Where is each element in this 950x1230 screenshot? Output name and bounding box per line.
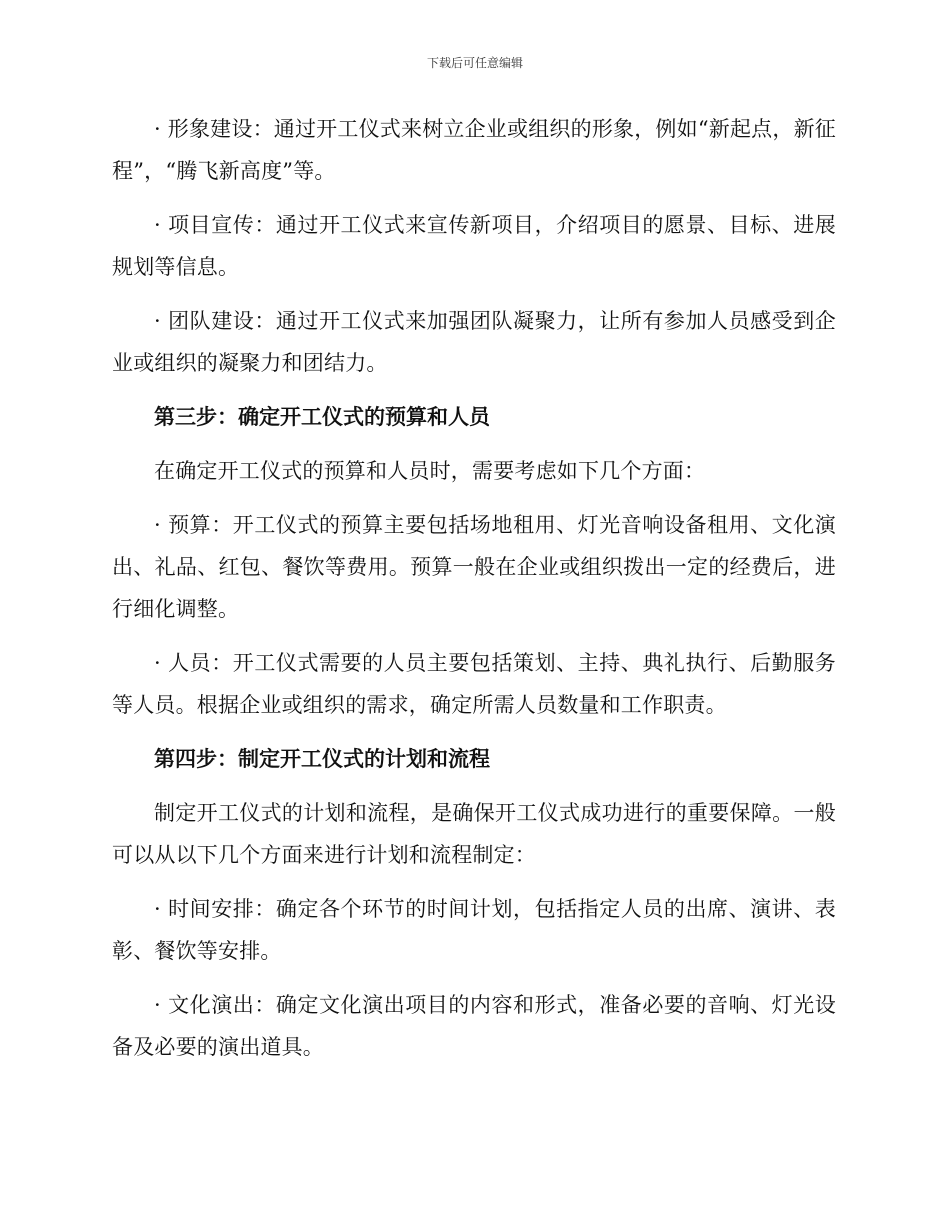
heading-step-four: 第四步：制定开工仪式的计划和流程 <box>154 747 490 771</box>
paragraph-cultural-performance: · 文化演出：确定文化演出项目的内容和形式，准备必要的音响、灯光设备及必要的演出道具。 <box>112 993 836 1059</box>
paragraph-project-promotion: · 项目宣传：通过开工仪式来宣传新项目，介绍项目的愿景、目标、进展规划等信息。 <box>112 213 836 279</box>
document-body <box>112 108 836 1080</box>
paragraph-plan-intro: 制定开工仪式的计划和流程，是确保开工仪式成功进行的重要保障。一般可以从以下几个方面来进行计划和流程制定： <box>112 801 836 867</box>
paragraph-image-building: · 形象建设：通过开工仪式来树立企业或组织的形象，例如“新起点，新征程”，“腾飞新高度”等。 <box>112 117 836 183</box>
paragraph-team-building: · 团队建设：通过开工仪式来加强团队凝聚力，让所有参加人员感受到企业或组织的凝聚力和团结力。 <box>112 309 836 375</box>
paragraph-budget-intro: 在确定开工仪式的预算和人员时，需要考虑如下几个方面： <box>154 459 706 483</box>
paragraph-time-schedule: · 时间安排：确定各个环节的时间计划，包括指定人员的出席、演讲、表彰、餐饮等安排。 <box>112 897 836 963</box>
heading-step-three: 第三步：确定开工仪式的预算和人员 <box>154 405 490 429</box>
paragraph-personnel: · 人员：开工仪式需要的人员主要包括策划、主持、典礼执行、后勤服务等人员。根据企业或组织的需求，确定所需人员数量和工作职责。 <box>112 651 836 717</box>
paragraph-budget: · 预算：开工仪式的预算主要包括场地租用、灯光音响设备租用、文化演出、礼品、红包、餐饮等费用。预算一般在企业或组织拨出一定的经费后，进行细化调整。 <box>112 513 836 621</box>
page-header: 下载后可任意编辑 <box>426 56 523 70</box>
